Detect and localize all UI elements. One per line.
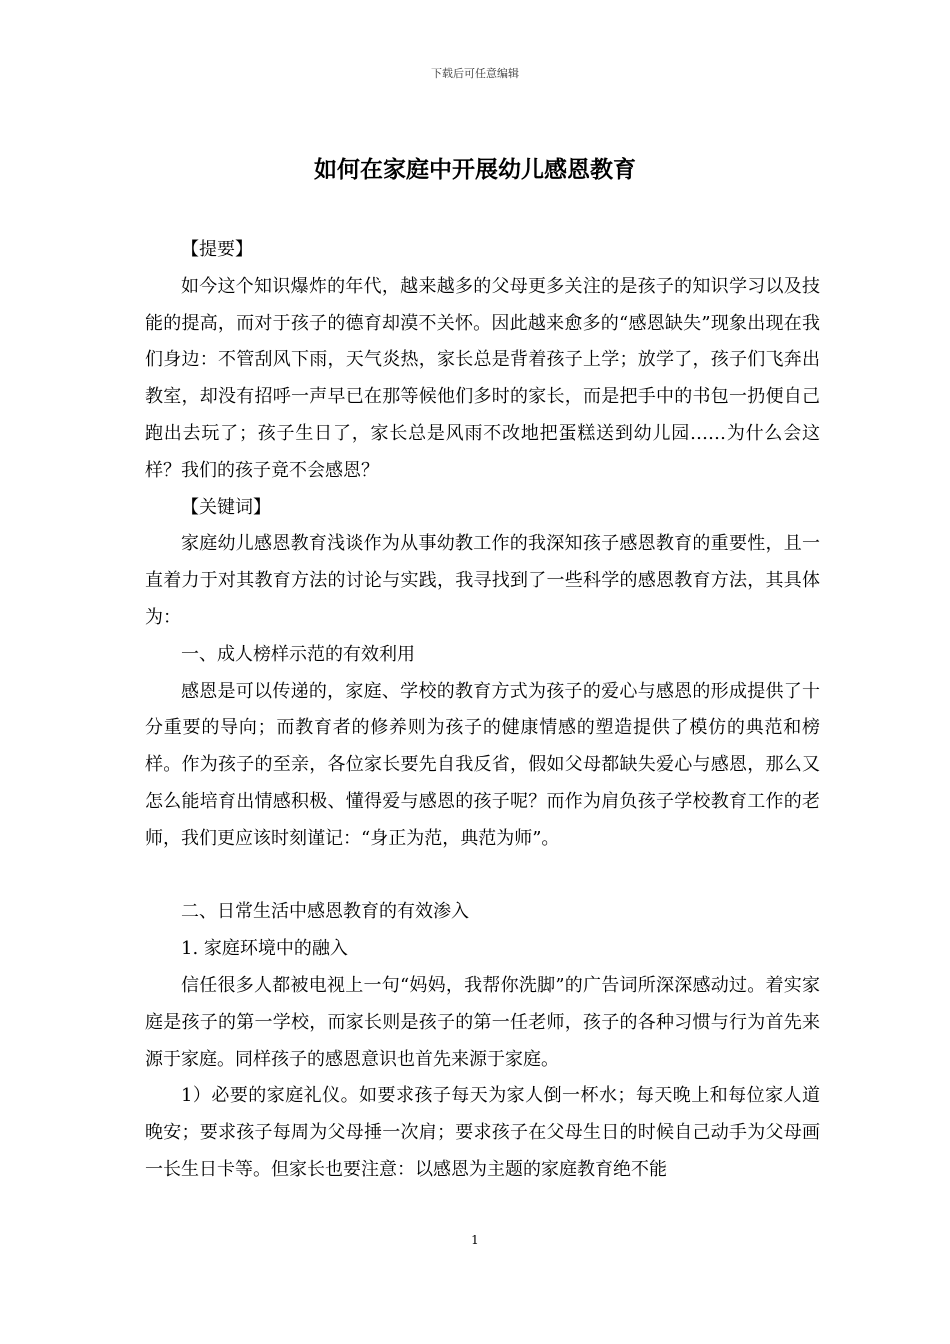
section-1-paragraph: 感恩是可以传递的，家庭、学校的教育方式为孩子的爱心与感恩的形成提供了十分重要的导向；而教育者的修养则为孩子的健康情感的塑造提供了模仿的典范和榜样。作为孩子的至亲，各位家长要先自我反省，假如父母都缺失爱心与感恩，那么又怎么能培育出情感积极、懂得爱与感恩的孩子呢？而作为肩负孩子学校教育工作的老师，我们更应该时刻谨记：“身正为范，典范为师”。	[145, 680, 820, 849]
keywords-heading: 【关键词】	[181, 496, 271, 518]
section-heading-1: 一、成人榜样示范的有效利用	[181, 643, 415, 665]
abstract-heading: 【提要】	[181, 239, 253, 260]
page-number: 1	[471, 1233, 479, 1247]
subsection-1-paragraph: 信任很多人都被电视上一句“妈妈，我帮你洗脚”的广告词所深深感动过。着实家庭是孩子的第一学校，而家长则是孩子的第一任老师，孩子的各种习惯与行为首先来源于家庭。同样孩子的感恩意识也首先来源于家庭。	[145, 974, 820, 1070]
blank-line	[145, 858, 820, 895]
document-title: 如何在家庭中开展幼儿感恩教育	[314, 157, 636, 183]
intro-paragraph: 家庭幼儿感恩教育浅谈作为从事幼教工作的我深知孩子感恩教育的重要性，且一直着力于对其教育方法的讨论与实践，我寻找到了一些科学的感恩教育方法，其具体为：	[145, 533, 820, 628]
document-body	[145, 232, 820, 1189]
abstract-paragraph: 如今这个知识爆炸的年代，越来越多的父母更多关注的是孩子的知识学习以及技能的提高，而对于孩子的德育却漠不关怀。因此越来愈多的“感恩缺失”现象出现在我们身边：不管刮风下雨，天气炎热，家长总是背着孩子上学；放学了，孩子们飞奔出教室，却没有招呼一声早已在那等候他们多时的家长，而是把手中的书包一扔便自己跑出去玩了；孩子生日了，家长总是风雨不改地把蛋糕送到幼儿园……为什么会这样？我们的孩子竟不会感恩？	[145, 275, 820, 481]
subsection-heading-1: 1. 家庭环境中的融入	[181, 938, 348, 960]
list-item-1-paragraph: 1）必要的家庭礼仪。如要求孩子每天为家人倒一杯水；每天晚上和每位家人道晚安；要求孩子每周为父母捶一次肩；要求孩子在父母生日的时候自己动手为父母画一长生日卡等。但家长也要注意：以感恩为主题的家庭教育绝不能	[145, 1085, 820, 1180]
section-heading-2: 二、日常生活中感恩教育的有效渗入	[181, 901, 469, 923]
page-header: 下载后可任意编辑	[431, 67, 519, 80]
